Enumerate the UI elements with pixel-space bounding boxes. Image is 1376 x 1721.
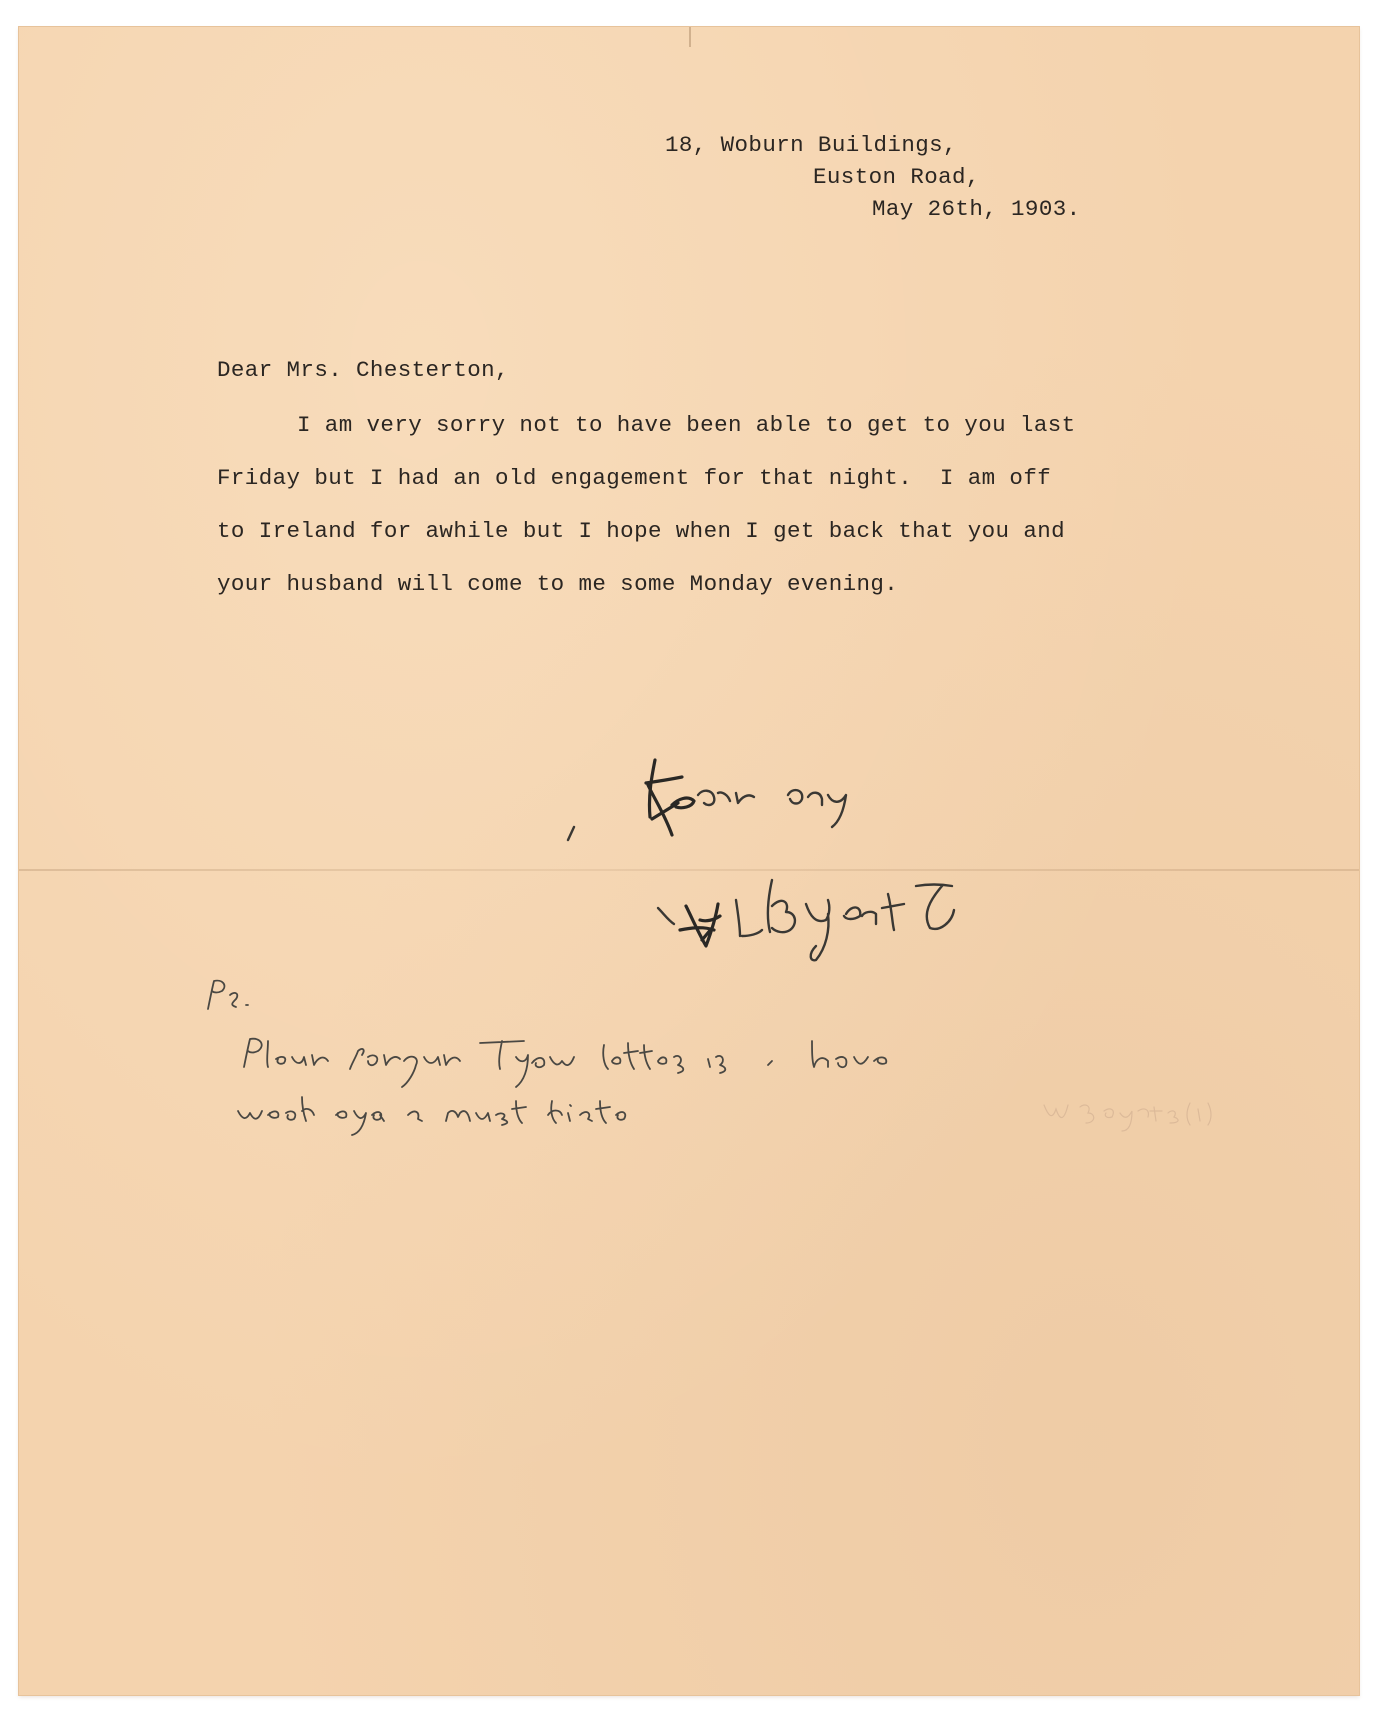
body-line-1: I am very sorry not to have been able to get to you last: [297, 412, 1076, 438]
handwritten-closing: [560, 755, 900, 855]
postscript-label: [200, 975, 270, 1015]
letter-date: May 26th, 1903.: [872, 196, 1081, 222]
address-line-street: 18, Woburn Buildings,: [665, 132, 957, 158]
body-line-4: your husband will come to me some Monday evening.: [217, 571, 899, 597]
body-line-2: Friday but I had an old engagement for that night. I am off: [217, 465, 1052, 491]
fold-mark-top: [689, 27, 691, 47]
letter-sheet: [19, 27, 1359, 1695]
salutation: Dear Mrs. Chesterton,: [217, 357, 509, 383]
handwritten-signature: [640, 870, 1000, 980]
pencil-annotation: [1040, 1095, 1240, 1135]
body-line-3: to Ireland for awhile but I hope when I get back that you and: [217, 518, 1066, 544]
address-line-road: Euston Road,: [813, 164, 980, 190]
postscript-text: [232, 1035, 972, 1145]
